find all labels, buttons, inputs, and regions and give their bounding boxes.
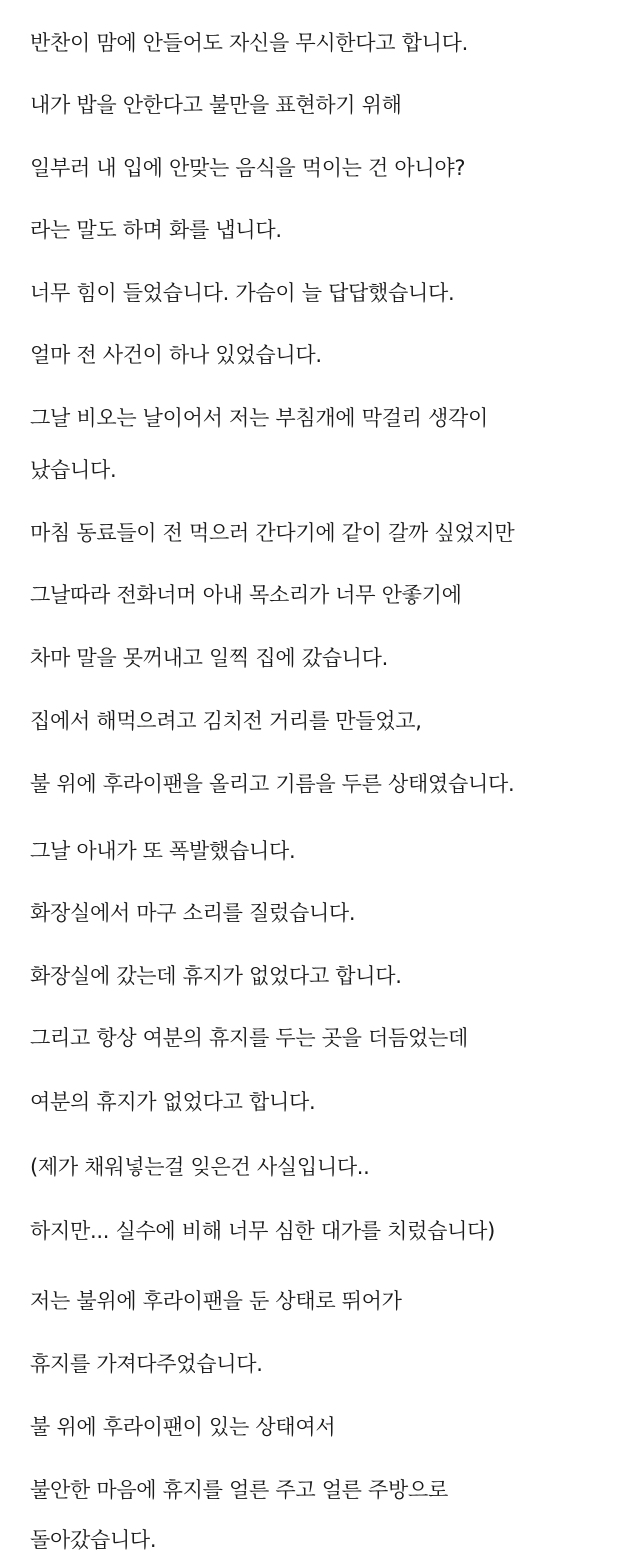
- text-line: 불 위에 후라이팬을 올리고 기름을 두른 상태였습니다.: [30, 772, 515, 796]
- text-line: 휴지를 가져다주었습니다.: [30, 1352, 263, 1376]
- text-line: 돌아갔습니다.: [30, 1528, 157, 1552]
- text-line: 저는 불위에 후라이팬을 둔 상태로 뛰어가: [30, 1289, 402, 1313]
- text-line: 얼마 전 사건이 하나 있었습니다.: [30, 343, 322, 367]
- text-line: 반찬이 맘에 안들어도 자신을 무시한다고 합니다.: [30, 31, 468, 55]
- text-line: 너무 힘이 들었습니다. 가슴이 늘 답답했습니다.: [30, 281, 455, 305]
- text-line: 불안한 마음에 휴지를 얼른 주고 얼른 주방으로: [30, 1478, 448, 1502]
- text-line: 그날 비오는 날이어서 저는 부침개에 막걸리 생각이: [30, 406, 488, 430]
- text-line: 일부러 내 입에 안맞는 음식을 먹이는 건 아니야?: [30, 156, 466, 180]
- text-line: 그날 아내가 또 폭발했습니다.: [30, 839, 296, 863]
- text-line: 그날따라 전화너머 아내 목소리가 너무 안좋기에: [30, 583, 462, 607]
- text-line: 차마 말을 못꺼내고 일찍 집에 갔습니다.: [30, 646, 389, 670]
- text-line: 하지만... 실수에 비해 너무 심한 대가를 치렀습니다): [30, 1219, 495, 1243]
- text-line: 라는 말도 하며 화를 냅니다.: [30, 218, 282, 242]
- text-line: 집에서 해먹으려고 김치전 거리를 만들었고,: [30, 709, 422, 733]
- text-line: 화장실에 갔는데 휴지가 없었다고 합니다.: [30, 964, 402, 988]
- text-line: 여분의 휴지가 없었다고 합니다.: [30, 1090, 316, 1114]
- text-line: 화장실에서 마구 소리를 질렀습니다.: [30, 901, 356, 925]
- text-line: 났습니다.: [30, 458, 117, 482]
- text-line: (제가 채워넣는걸 잊은건 사실입니다..: [30, 1155, 370, 1179]
- text-line: 불 위에 후라이팬이 있는 상태여서: [30, 1415, 336, 1439]
- text-line: 마침 동료들이 전 먹으러 간다기에 같이 갈까 싶었지만: [30, 521, 515, 545]
- text-line: 내가 밥을 안한다고 불만을 표현하기 위해: [30, 93, 402, 117]
- text-line: 그리고 항상 여분의 휴지를 두는 곳을 더듬었는데: [30, 1026, 468, 1050]
